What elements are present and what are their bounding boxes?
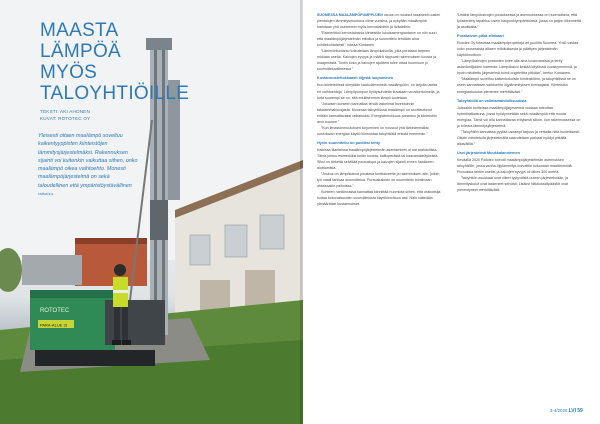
subheading: Hyvin suunniteltu on puoliksi tehty (317, 140, 381, 145)
text-column-2 (457, 12, 581, 193)
body-paragraph: ”Lämmöntuotanto toteutetaan lämpökaivoilla, joita porataan tarpeen mukaan useita. Kaivojen syvyys ja määrä riippuvat rakennuksen koosta ja maaperästä. Tontin koko ja kaivojen sijoittelu tulee ottaa huomioon jo suunnitteluvaiheessa.” (317, 49, 436, 72)
byline-text: TEKSTI: AKI AHONEN (40, 109, 91, 114)
body-paragraph: Keväällä 2020 Rototec toteutti maalämpöjärjestelmän asennuksen taloyhtiölle, jossa vanha öljylämmitys korvattiin kokonaan maalämmöllä. Porauksia tehtiin useita, ja kaivojen syvyys oli lähes 300 metriä. (457, 157, 573, 174)
lead-text: Yleisesti ottaen maalämpö soveltuu kaikentyyppisten kiinteistöjen lämmitysjärjestelmäksi. Rakennuksen sijainti voi kuitenkin vaikuttaa siihen, onko maalämpö oikea vaihtoehto. Monesti maalämpöjärjestelmä on sekä taloudellinen että ympäristöystävällinen (38, 133, 138, 189)
lead-end: ratkaisu. (38, 192, 55, 197)
body-paragraph: ”Lämpökaivojen porausten tulee olla aina luvanvaraisia ja tehty asiantuntijoiden toimesta. Lämpökaivo kestää käytössä vuosikymmeniä, ja hyvin mitoitettu järjestelmä toimii ongelmitta pitkään”, kertoo Kuntanen. (457, 59, 577, 76)
headline-line: LÄMPÖÄ (40, 41, 121, 62)
opening-paragraph (317, 12, 441, 30)
rig-brand-text: ROTOTEC (40, 308, 70, 314)
lead-in-caps: SUOMESSA MAALÄMPÖPUMPPUJEN (317, 13, 383, 17)
folio-brand: LVI (568, 408, 576, 414)
headline-line: MAASTA (40, 20, 119, 41)
headline-line: TALOYHTIÖILLE (40, 83, 190, 104)
paragraph-text: osuus on noussut tasaisesti uusien pientalojen lämmitysmuotona viime vuosina, ja nykyään maalämpöä harkitaan yhä useammin myös kerrostaloihin ja rivitaloihin. (317, 13, 441, 30)
byline-photo: KUVAT: ROTOTEC OY (40, 115, 91, 121)
body-paragraph: Kohteen hankinnassa kannattaa kiinnittää huomiota siihen, että urakoitsija hoitaa kokonaisuuden suunnittelusta käyttöönottoon asti. Näin vältetään ylimääräiset kustannukset. (317, 190, 441, 207)
subheading: Porakaivon pitkä elinkaari (457, 34, 504, 39)
text-column-1 (317, 12, 441, 207)
body-paragraph: ”Maalämpö soveltuu kaikenkokoisiin kiinteistöihin, ja taloyhtiöissä se on usein kannattavin vaihtoehto öljylämmityksen korvaajaksi. Kiinteistön energiankulutus pienenee merkittävästi.” (457, 77, 576, 94)
body-paragraph: ”Taloyhtiön kannattaa pyytää useampi tarjous ja vertailla niitä huolellisesti. Oikein mitoitetulla järjestelmällä saavutetaan parhaat hyödyt pitkällä aikavälillä.” (457, 129, 580, 146)
rig-plate-text: PARA-ALUE 3t (40, 322, 67, 328)
subheading: Usei järjestelmä Muukkalanniemen (457, 150, 520, 155)
subheading: Kustannustehokkaasti öljystä luopuminen (317, 76, 394, 81)
folio-issue: 3-4/2020 (550, 408, 568, 413)
body-paragraph: Taloyhtiön asukkaat ovat olleet tyytyväisiä uuteen järjestelmään, ja lämmityskulut ovat laskeneet selvästi. Lisäksi hiilidioksidipäästöt ovat pienentyneet merkittävästi. (457, 176, 569, 193)
body-paragraph: ”Jokaisen kohteen kannattaa tehdä laskelmat investoinnin takaisinmaksuajasta. Monessa taloyhtiössä maalämpö on osoittautunut erittäin kannattavaksi ratkaisuksi. Energiatehokkuus parantuu ja kiinteistön arvo nousee.” (317, 101, 438, 124)
body-paragraph: ”Lisäksi lämpökaivojen porauksessa ja asennuksessa on huomioitava, että työskentely tapahtuu usein kaupunkiympäristössä, jossa on paljon liikennettä ja asukkaita.” (457, 13, 581, 30)
body-paragraph: ”Esimerkiksi kerrostaloissa kiinteistön lukuisaenergiantarve on niin suuri, että maalämpöjärjestelmän mitoitus ja suunnittelu tehdään aina kohdekohtaisesti”, toteaa Kuntanen. (317, 31, 438, 48)
body-paragraph: ”Joskus on lämpökaivot poratava tonttialueelle ja rakennuksen alle, jolloin työ vaatii tarkkaa suunnittelua. Porauskalusto on suunniteltu toimimaan ahtaissakin paikoissa.” (317, 172, 440, 189)
headline-line: MYÖS (40, 62, 98, 83)
right-page-text (303, 0, 600, 424)
page-folio (550, 408, 583, 414)
byline (40, 109, 170, 122)
lead-paragraph (38, 132, 138, 198)
folio-page-number: 59 (577, 408, 583, 414)
body-paragraph: ”Kun ilmastonmuutoksen torjuminen on noussut yhä tärkeämmäksi, uusiutuvan energian käyttö kiinnostaa taloyhtiöitä entistä enemmän.” (317, 125, 430, 136)
body-paragraph: Kaikissa tilanteissa maalämpöjärjestelmän asentaminen ei ole mahdollista. Tämä johtuu esimerkiksi tontin koosta, kallioperästä tai kaavamääräyksistä. Siksi on tärkeää selvittää porauslupa ja kaivojen sijainti ennen hankkeen aloittamista. (317, 147, 439, 171)
body-paragraph: Joissakin kohteissa maalämpöjärjestelmä voidaan toteuttaa hybridiratkaisuna, jossa hyödynnetään sekä maalämpöä että muuta energiaa. Tämä voi olla kannattavaa erityisesti silloin, kun rakennuksessa on jo toimiva lämmitysjärjestelmä. (457, 105, 581, 128)
body-paragraph: Kun kiinteistössä siirrytään kaukolämmöstä maalämpöön, on tarjolla useita eri vaihtoehtoja. Lämpöpumpun hyötysuhdetta kuvataan vuosikertoimella, ja kuta suurempi se on, sitä edullisemmin lämpö tuotetaan. (317, 83, 440, 100)
body-paragraph: Rototec Oy toteuttaa maalämpöprojekteja eri puolilla Suomea. Yhtiö vastaa koko prosessista alkaen mitoituksesta ja päättyen järjestelmän käyttöönottoon. (457, 41, 579, 58)
article-headline (40, 20, 190, 104)
subheading: Taloyhtiöllä on valintamahdollisuuksia (457, 98, 527, 103)
